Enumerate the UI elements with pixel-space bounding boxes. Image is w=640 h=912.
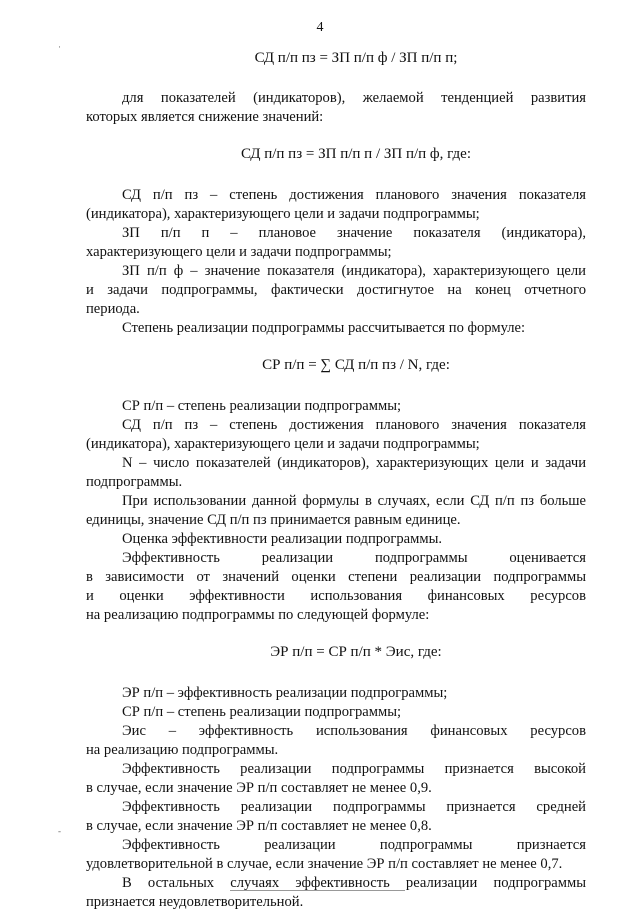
text-line: В остальных случаях эффективность реализации подпрограммы: [122, 875, 586, 891]
text-line: для показателей (индикаторов), желаемой тенденцией развития: [122, 90, 586, 106]
text-line: Эффективность реализации подпрограммы признается средней: [122, 799, 586, 815]
text-line: Эффективность реализации подпрограммы признается: [122, 837, 586, 853]
text-line: удовлетворительной в случае, если значение ЭР п/п составляет не менее 0,7.: [86, 856, 563, 872]
formula-sd-increase: СД п/п пз = ЗП п/п ф / ЗП п/п п;: [254, 50, 458, 66]
text-line: Эффективность реализации подпрограммы оценивается: [122, 550, 586, 566]
text-line: СР п/п – степень реализации подпрограммы;: [122, 398, 402, 414]
text-line: ЗП п/п ф – значение показателя (индикатора), характеризующего цели: [122, 263, 586, 279]
text-line: и задачи подпрограммы, фактически достигнутое на конец отчетного: [86, 282, 586, 298]
document-body: [86, 46, 586, 912]
text-line: СД п/п пз – степень достижения планового значения показателя: [122, 187, 586, 203]
text-line: которых является снижение значений:: [86, 109, 324, 125]
text-line: в зависимости от значений оценки степени реализации подпрограммы: [86, 569, 586, 585]
text-line: признается неудовлетворительной.: [86, 894, 304, 910]
text-line: (индикатора), характеризующего цели и задачи подпрограммы;: [86, 436, 480, 452]
text-line: СР п/п – степень реализации подпрограммы;: [122, 704, 402, 720]
page-number: 4: [316, 20, 324, 35]
scan-mark: ·: [58, 42, 61, 52]
text-line: ЭР п/п – эффективность реализации подпрограммы;: [122, 685, 448, 701]
text-line: Оценка эффективности реализации подпрограммы.: [122, 531, 443, 547]
formula-sr: СР п/п = ∑ СД п/п пз / N, где:: [262, 357, 450, 373]
text-line: подпрограммы.: [86, 474, 183, 490]
text-line: единицы, значение СД п/п пз принимается равным единице.: [86, 512, 461, 528]
text-line: Степень реализации подпрограммы рассчитывается по формуле:: [122, 320, 526, 336]
text-line: N – число показателей (индикаторов), характеризующих цели и задачи: [122, 455, 586, 471]
text-line: на реализацию подпрограммы по следующей формуле:: [86, 607, 430, 623]
text-line: СД п/п пз – степень достижения планового значения показателя: [122, 417, 586, 433]
formula-sd-decrease: СД п/п пз = ЗП п/п п / ЗП п/п ф, где:: [240, 146, 472, 162]
scan-edge-line: [230, 890, 405, 891]
formula-er: ЭР п/п = СР п/п * Эис, где:: [270, 644, 442, 660]
text-line: Эис – эффективность использования финансовых ресурсов: [122, 723, 586, 739]
text-line: на реализацию подпрограммы.: [86, 742, 279, 758]
text-line: Эффективность реализации подпрограммы признается высокой: [122, 761, 586, 777]
text-line: в случае, если значение ЭР п/п составляет не менее 0,8.: [86, 818, 432, 834]
text-line: в случае, если значение ЭР п/п составляет не менее 0,9.: [86, 780, 432, 796]
text-line: характеризующего цели и задачи подпрограммы;: [86, 244, 392, 260]
text-line: и оценки эффективности использования финансовых ресурсов: [86, 588, 586, 604]
scan-mark: -: [58, 826, 61, 836]
text-line: периода.: [86, 301, 140, 317]
text-line: ЗП п/п п – плановое значение показателя (индикатора),: [122, 225, 586, 241]
text-line: При использовании данной формулы в случаях, если СД п/п пз больше: [122, 493, 586, 509]
text-line: (индикатора), характеризующего цели и задачи подпрограммы;: [86, 206, 480, 222]
